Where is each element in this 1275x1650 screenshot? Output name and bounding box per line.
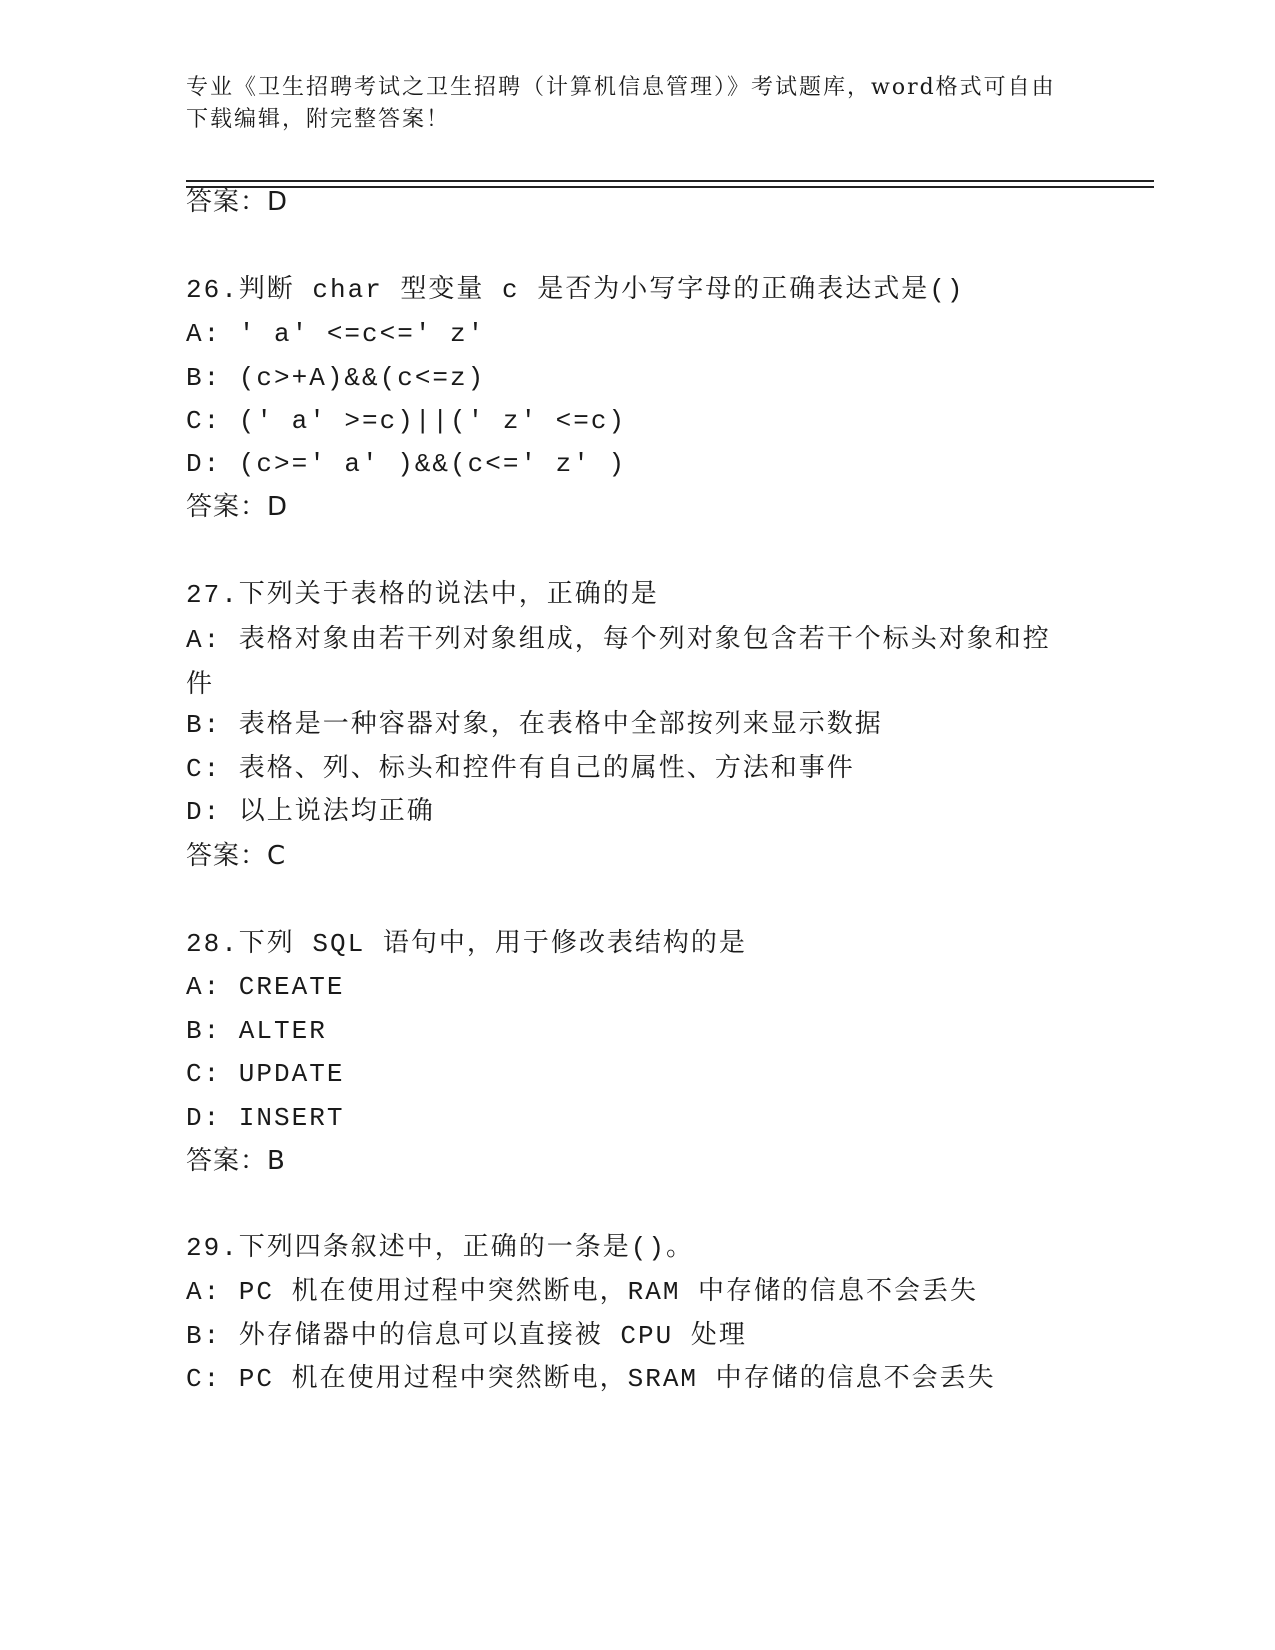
option-c: C: (′ a′ >=c)||(′ z′ <=c) <box>186 406 627 436</box>
option-a: A: PC 机在使用过程中突然断电，RAM 中存储的信息不会丢失 <box>186 1277 979 1307</box>
question-28: 28.下列 SQL 语句中，用于修改表结构的是 <box>186 929 747 959</box>
option-a: A: 表格对象由若干列对象组成，每个列对象包含若干个标头对象和控件 <box>186 625 1051 700</box>
option-b: B: 外存储器中的信息可以直接被 CPU 处理 <box>186 1321 747 1351</box>
header-rule-bottom <box>186 186 1154 188</box>
document-header: 专业《卫生招聘考试之卫生招聘（计算机信息管理）》考试题库，word格式可自由下载编辑，附完整答案！ <box>186 75 1056 132</box>
option-d: D: (c>=′ a′ )&&(c<=′ z′ ) <box>186 449 627 479</box>
option-b: B: ALTER <box>186 1016 327 1046</box>
answer-line: 答案：B <box>186 1146 286 1176</box>
option-c: C: UPDATE <box>186 1059 345 1089</box>
header-rule-top <box>186 180 1154 182</box>
option-d: D: 以上说法均正确 <box>186 797 435 827</box>
option-a: A: ′ a′ <=c<=′ z′ <box>186 319 486 349</box>
answer-line: 答案：D <box>186 492 289 522</box>
option-b: B: 表格是一种容器对象，在表格中全部按列来显示数据 <box>186 710 883 740</box>
option-d: D: INSERT <box>186 1103 345 1133</box>
option-a: A: CREATE <box>186 972 345 1002</box>
option-b: B: (c>+A)&&(c<=z) <box>186 363 486 393</box>
option-c: C: PC 机在使用过程中突然断电，SRAM 中存储的信息不会丢失 <box>186 1364 996 1394</box>
answer-line: 答案：C <box>186 841 287 871</box>
answer-line: 答案：D <box>186 187 289 217</box>
question-29: 29.下列四条叙述中，正确的一条是()。 <box>186 1233 695 1263</box>
option-c: C: 表格、列、标头和控件有自己的属性、方法和事件 <box>186 754 855 784</box>
question-27: 27.下列关于表格的说法中，正确的是 <box>186 580 659 610</box>
question-26: 26.判断 char 型变量 c 是否为小写字母的正确表达式是() <box>186 275 965 305</box>
